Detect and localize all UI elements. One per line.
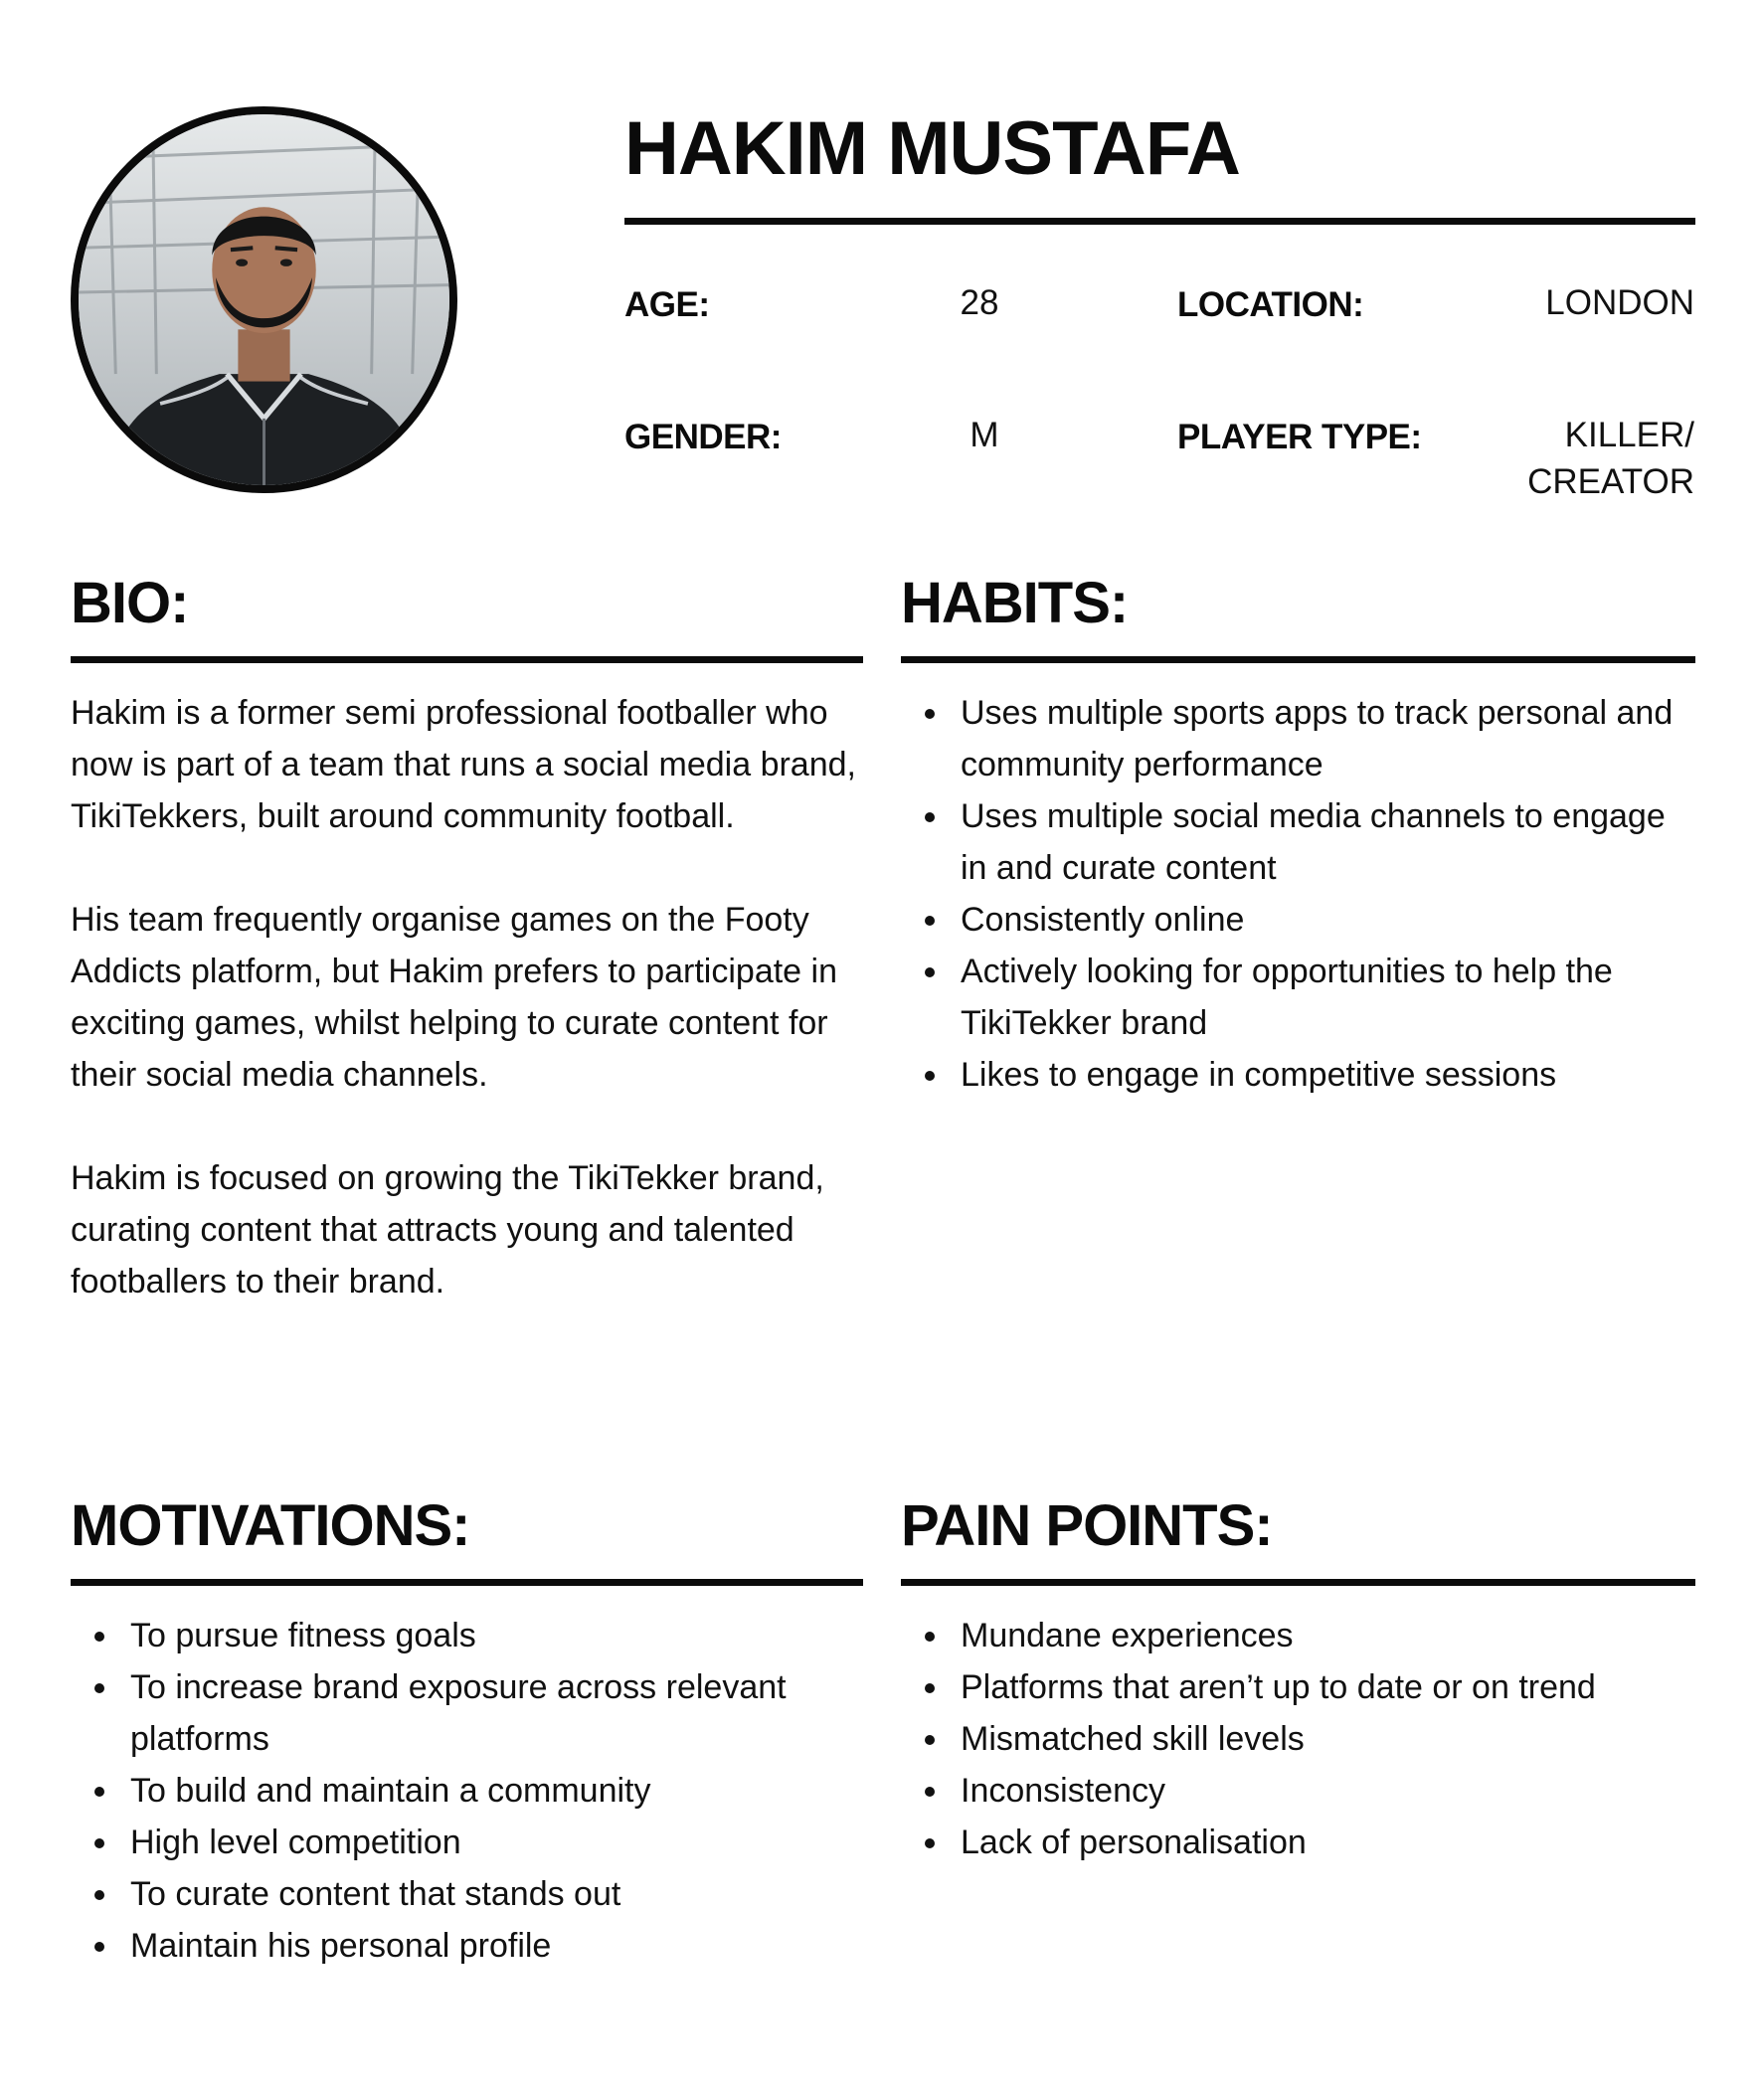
list-item: Uses multiple social media channels to engage in and curate content [901,790,1696,894]
habits-list [901,687,1696,1101]
list-item: To curate content that stands out [71,1868,866,1920]
age-value: 28 [960,283,999,322]
list-item: To build and maintain a community [71,1765,866,1817]
list-item: Lack of personalisation [901,1817,1696,1868]
list-item: To increase brand exposure across relevant platforms [71,1661,866,1765]
pain-points-divider [901,1579,1695,1586]
motivations-title: MOTIVATIONS: [71,1493,470,1558]
bio-paragraph: His team frequently organise games on the Footy Addicts platform, but Hakim prefers to participate in exciting games, whilst helping to curate content for their social media channels. [71,901,837,1094]
player-type-value [1442,412,1694,505]
player-type-line: KILLER/ [1564,416,1694,454]
habits-title: HABITS: [901,571,1129,635]
list-item: Platforms that aren’t up to date or on trend [901,1661,1696,1713]
list-item: Mismatched skill levels [901,1713,1696,1765]
gender-label: GENDER: [624,418,782,456]
profile-avatar [71,106,457,493]
bio-divider [71,656,863,663]
pain-points-title: PAIN POINTS: [901,1493,1273,1558]
list-item: Maintain his personal profile [71,1920,866,1972]
list-item: High level competition [71,1817,866,1868]
list-item: Likes to engage in competitive sessions [901,1049,1696,1101]
bio-paragraph: Hakim is a former semi professional footballer who now is part of a team that runs a social media brand, TikiTekkers, built around community football. [71,694,856,835]
list-item: Consistently online [901,894,1696,946]
player-type-label: PLAYER TYPE: [1177,418,1422,456]
motivations-divider [71,1579,863,1586]
bio-text [71,687,876,1359]
list-item: Actively looking for opportunities to help the TikiTekker brand [901,946,1696,1049]
bio-title: BIO: [71,571,189,635]
person-photo-icon [79,114,449,485]
pain-points-list [901,1610,1696,1868]
habits-divider [901,656,1695,663]
list-item: To pursue fitness goals [71,1610,866,1661]
player-type-line: CREATOR [1527,462,1694,501]
profile-name: HAKIM MUSTAFA [624,106,1240,191]
age-label: AGE: [624,285,710,324]
bio-paragraph: Hakim is focused on growing the TikiTekker brand, curating content that attracts young and talented footballers to their brand. [71,1159,824,1301]
gender-value: M [970,416,999,454]
list-item: Uses multiple sports apps to track personal and community performance [901,687,1696,790]
location-value: LONDON [1545,283,1694,322]
name-divider [624,218,1695,225]
list-item: Inconsistency [901,1765,1696,1817]
location-label: LOCATION: [1177,285,1364,324]
motivations-list [71,1610,866,1972]
list-item: Mundane experiences [901,1610,1696,1661]
